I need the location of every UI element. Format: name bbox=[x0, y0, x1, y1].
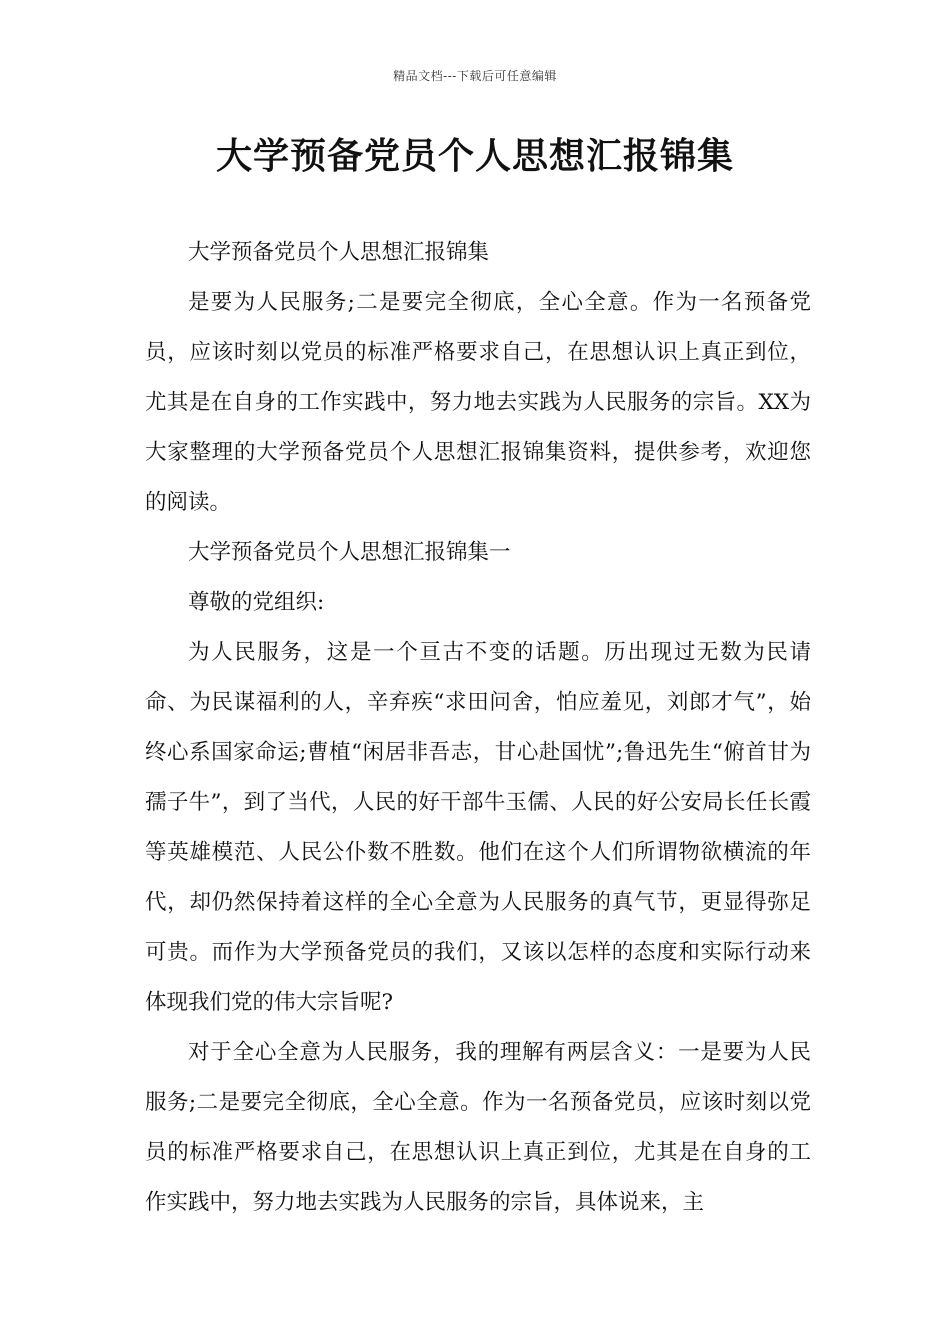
document-body bbox=[145, 228, 811, 1228]
header-note: 精品文档---下载后可任意编辑 bbox=[393, 69, 557, 83]
paragraph-intro: 是要为人民服务;二是要完全彻底，全心全意。作为一名预备党员，应该时刻以党员的标准严格要求自己，在思想认识上真正到位，尤其是在自身的工作实践中，努力地去实践为人民服务的宗旨。XX为大家整理的大学预备党员个人思想汇报锦集资料，提供参考，欢迎您的阅读。 bbox=[145, 290, 811, 515]
document-title: 大学预备党员个人思想汇报锦集 bbox=[215, 136, 734, 177]
paragraph-body-2: 对于全心全意为人民服务，我的理解有两层含义：一是要为人民服务;二是要完全彻底，全心全意。作为一名预备党员，应该时刻以党员的标准严格要求自己，在思想认识上真正到位，尤其是在自身的工作实践中，努力地去实践为人民服务的宗旨，具体说来，主 bbox=[145, 1040, 811, 1215]
paragraph-subtitle: 大学预备党员个人思想汇报锦集 bbox=[188, 240, 490, 265]
paragraph-body-1: 为人民服务，这是一个亘古不变的话题。历出现过无数为民请命、为民谋福利的人，辛弃疾“求田问舍，怕应羞见，刘郎才气”，始终心系国家命运;曹植“闲居非吾志，甘心赴国忧”;鲁迅先生“俯首甘为孺子牛”，到了当代，人民的好干部牛玉儒、人民的好公安局长任长霞等英雄模范、人民公仆数不胜数。他们在这个人们所谓物欲横流的年代，却仍然保持着这样的全心全意为人民服务的真气节，更显得弥足可贵。而作为大学预备党员的我们，又该以怎样的态度和实际行动来体现我们党的伟大宗旨呢? bbox=[145, 640, 811, 1015]
paragraph-salutation: 尊敬的党组织: bbox=[188, 590, 325, 615]
paragraph-section-heading: 大学预备党员个人思想汇报锦集一 bbox=[188, 540, 511, 565]
